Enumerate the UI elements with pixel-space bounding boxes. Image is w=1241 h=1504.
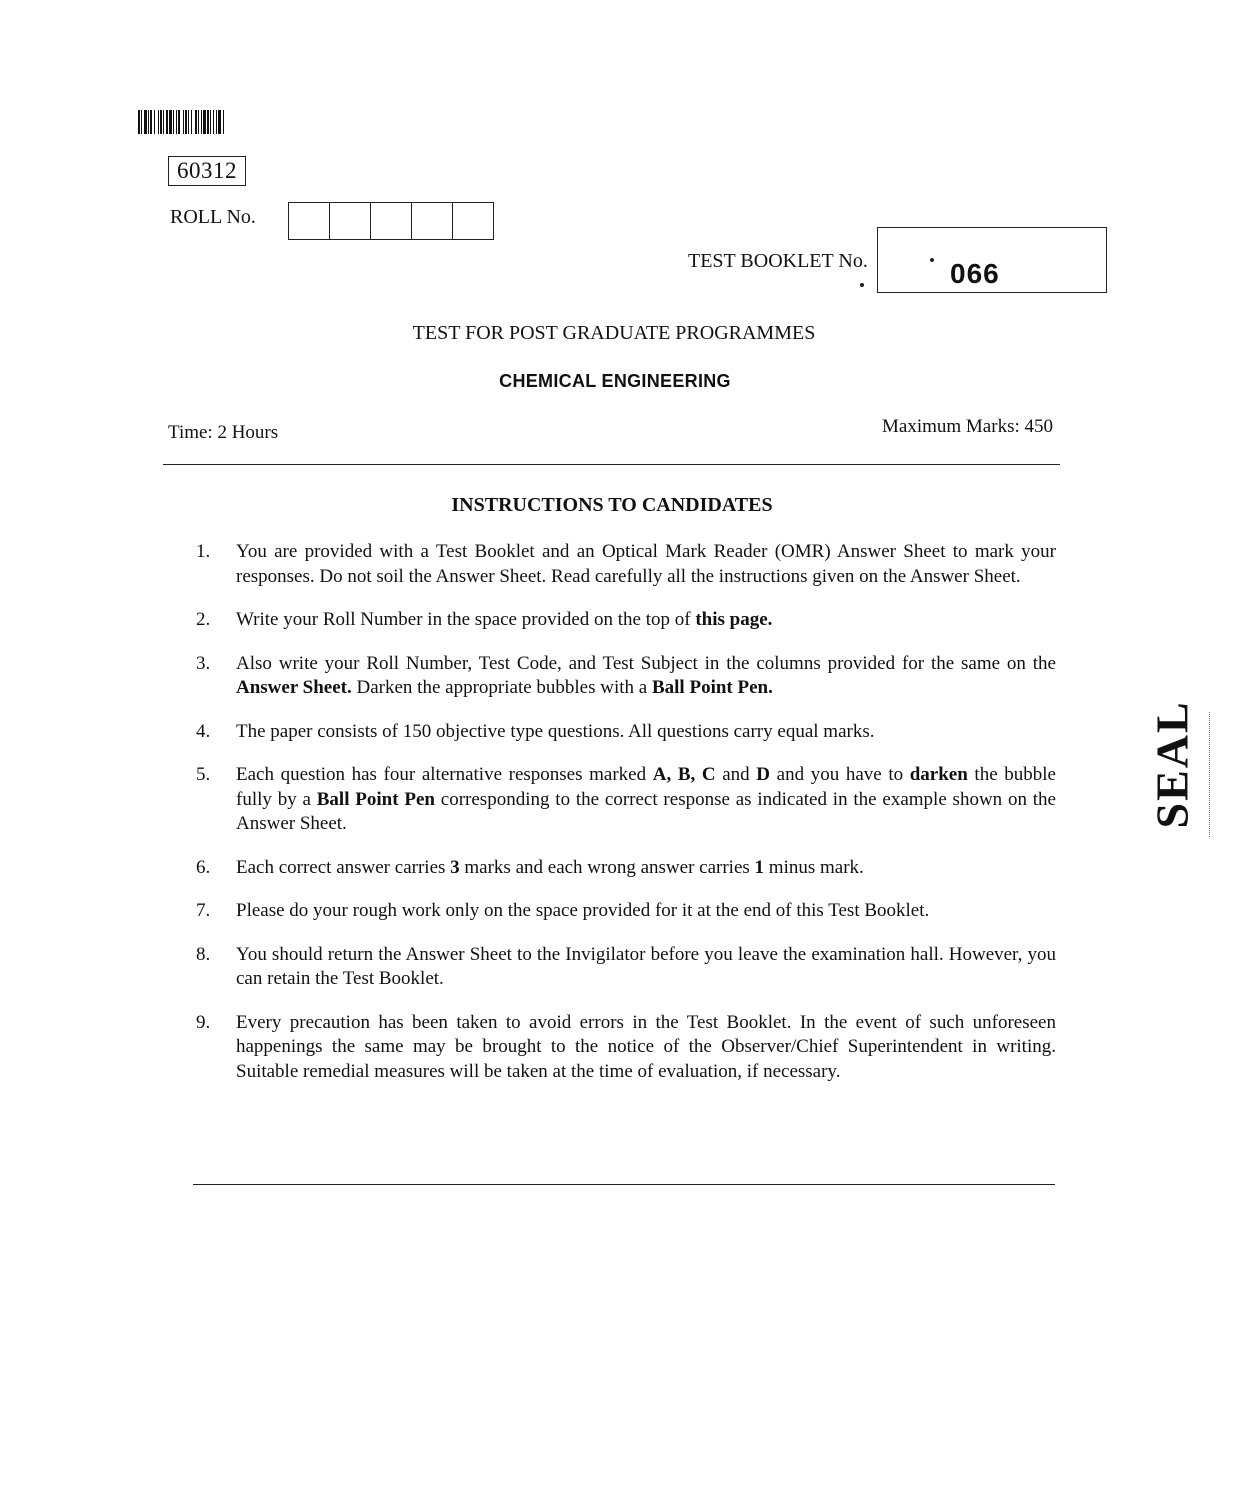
instruction-text [236, 652, 1056, 701]
barcode-bar [158, 110, 159, 134]
barcode-bar [166, 110, 168, 134]
instruction-text [236, 540, 1056, 589]
instruction-fragment: You are provided with a Test Booklet and an Optical Mark Reader (OMR) Answer Sheet to mark your responses. Do not soil the Answer Sheet. Read carefully all the instructions given on the Answer Sheet. [236, 541, 1056, 587]
instruction-emphasis: 1 [754, 856, 765, 878]
instruction-item [196, 856, 1056, 881]
instruction-number: 6. [196, 856, 211, 878]
instruction-fragment: and you have to [770, 764, 910, 785]
barcode-bar [173, 110, 174, 134]
instruction-fragment: Each question has four alternative responses marked [236, 764, 653, 785]
instruction-fragment: Write your Roll Number in the space provided on the top of [236, 609, 696, 630]
barcode-bar [191, 110, 192, 134]
instruction-text [236, 608, 1056, 633]
instruction-emphasis: Ball Point Pen. [651, 677, 773, 698]
instruction-emphasis: darken [909, 764, 968, 785]
instruction-text [236, 763, 1056, 837]
booklet-number-label: TEST BOOKLET No. [688, 250, 868, 272]
barcode-bar [210, 110, 211, 134]
instruction-number: 1. [196, 541, 211, 562]
barcode-bar [178, 110, 180, 134]
barcode-bar [169, 110, 172, 134]
instruction-item [196, 1011, 1056, 1085]
roll-digit-cell[interactable] [289, 203, 330, 239]
barcode-bar [218, 110, 221, 134]
instruction-fragment: Please do your rough work only on the space provided for it at the end of this Test Booklet. [236, 900, 930, 921]
instruction-item [196, 720, 1056, 745]
instructions-list [196, 540, 1056, 1103]
barcode-bar [148, 110, 149, 134]
instruction-number: 4. [196, 720, 211, 742]
barcode-bar [185, 110, 187, 134]
barcode-bar [183, 110, 184, 134]
barcode-bar [141, 110, 142, 134]
roll-number-boxes[interactable] [288, 202, 494, 240]
barcode-bar [144, 110, 147, 134]
seal-cut-line [1209, 712, 1210, 837]
barcode-bar [207, 110, 209, 134]
instruction-number: 9. [196, 1011, 211, 1033]
roll-digit-cell[interactable] [330, 203, 371, 239]
instruction-emphasis: 3 [450, 856, 460, 878]
instruction-fragment: The paper consists of 150 objective type questions. All questions carry equal marks. [236, 720, 875, 742]
divider [193, 1184, 1055, 1185]
barcode-bar [150, 110, 152, 134]
roll-digit-cell[interactable] [371, 203, 412, 239]
roll-digit-cell[interactable] [412, 203, 453, 239]
instruction-fragment: Each correct answer carries [236, 856, 451, 878]
barcode-bar [138, 110, 140, 134]
mark-dot [930, 258, 934, 262]
instruction-number: 3. [196, 652, 211, 674]
instruction-fragment: Also write your Roll Number, Test Code, and Test Subject in the columns provided for the same on the [236, 652, 1056, 674]
barcode-bar [188, 110, 189, 134]
instruction-emphasis: Answer Sheet. [236, 677, 352, 698]
instruction-text [236, 1011, 1056, 1085]
instruction-item [196, 652, 1056, 701]
instruction-emphasis: Ball Point Pen [316, 788, 435, 810]
roll-digit-cell[interactable] [453, 203, 493, 239]
barcode-bar [163, 110, 164, 134]
barcode-bar [201, 110, 202, 134]
instruction-fragment: Every precaution has been taken to avoid errors in the Test Booklet. In the event of such unforeseen happenings the same may be brought to the notice of the Observer/Chief Superintendent in writing. Suitable remedial measures will be taken at the time of evaluation, if necessary. [236, 1011, 1056, 1082]
instruction-number: 5. [196, 764, 211, 785]
instruction-text [236, 856, 1056, 881]
barcode-bar [176, 110, 177, 134]
roll-number-label: ROLL No. [170, 206, 256, 228]
instruction-item [196, 899, 1056, 924]
instruction-text [236, 943, 1056, 992]
instruction-fragment: and [715, 764, 757, 785]
instruction-item [196, 763, 1056, 837]
barcode-bar [195, 110, 197, 134]
mark-dot [860, 283, 864, 287]
barcode-bar [216, 110, 217, 134]
barcode-bar [160, 110, 162, 134]
test-code-box: 60312 [168, 156, 246, 186]
instruction-emphasis: D [756, 764, 771, 785]
instruction-item [196, 540, 1056, 589]
barcode-bar [203, 110, 206, 134]
instruction-fragment: marks and each wrong answer carries [459, 856, 755, 878]
seal-label: SEAL [1146, 700, 1198, 829]
instruction-number: 2. [196, 609, 211, 630]
instruction-number: 8. [196, 943, 211, 965]
barcode-bar [213, 110, 214, 134]
barcode-bar [198, 110, 199, 134]
instruction-number: 7. [196, 900, 211, 921]
booklet-number: 066 [950, 258, 1000, 289]
page-title: TEST FOR POST GRADUATE PROGRAMMES [412, 322, 816, 344]
instruction-text [236, 899, 1056, 924]
maximum-marks: Maximum Marks: 450 [882, 416, 1053, 437]
instruction-emphasis: A, B, C [652, 764, 716, 785]
instruction-fragment: Darken the appropriate bubbles with a [351, 677, 652, 698]
instruction-fragment: minus mark. [764, 856, 864, 878]
instruction-item [196, 608, 1056, 633]
barcode-bar [223, 110, 224, 134]
instruction-fragment: corresponding to the correct response as indicated in the example shown on the Answer Sheet. [236, 788, 1056, 834]
instruction-fragment: You should return the Answer Sheet to the Invigilator before you leave the examination hall. However, you can retain the Test Booklet. [236, 943, 1056, 989]
instruction-text [236, 720, 1056, 745]
instruction-item [196, 943, 1056, 992]
barcode-bar [154, 110, 155, 134]
instruction-fragment: the bubble fully by a [236, 764, 1056, 810]
subject-title: CHEMICAL ENGINEERING [499, 371, 731, 391]
instruction-emphasis: this page. [695, 609, 773, 630]
barcode [138, 110, 290, 134]
instructions-heading: INSTRUCTIONS TO CANDIDATES [451, 494, 773, 516]
time-allowed: Time: 2 Hours [168, 422, 279, 443]
divider [163, 464, 1060, 465]
